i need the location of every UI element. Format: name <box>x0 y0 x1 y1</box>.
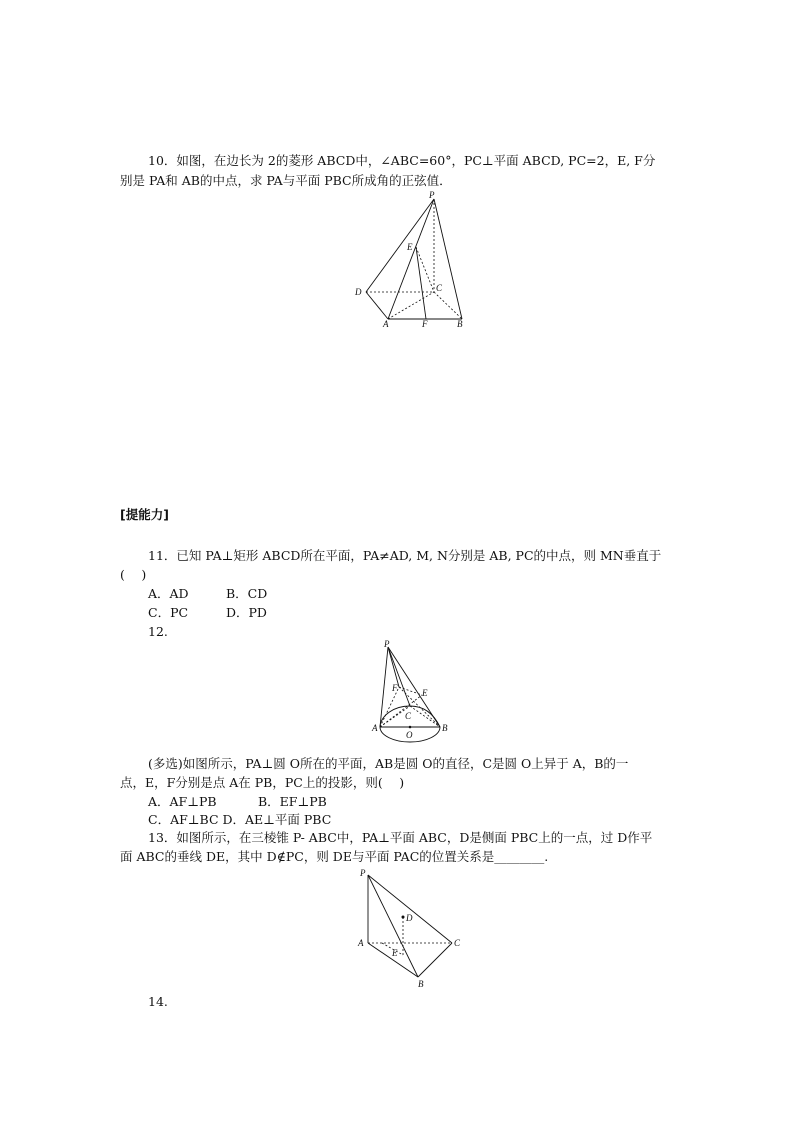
q12-option-b: B．EF⊥PB <box>258 794 327 809</box>
q10-label-D: D <box>355 287 362 297</box>
q11-text-line1: 11．已知 PA⊥矩形 ABCD所在平面，PA≠AD, M, N分别是 AB, PC的中点，则 MN垂直于 <box>148 548 662 563</box>
q12-text-line2: 点，E，F分别是点 A在 PB，PC上的投影，则( ) <box>120 775 405 790</box>
q13-figure-tetrahedron <box>352 866 472 992</box>
q12-figure-cone <box>368 640 458 746</box>
q10-text-line1: 10．如图，在边长为 2的菱形 ABCD中，∠ABC=60°，PC⊥平面 ABCD, PC=2，E, F分 <box>148 153 656 168</box>
q10-label-A: A <box>383 319 389 329</box>
q11-option-a: A．AD <box>148 586 189 601</box>
q10-label-P: P <box>429 190 435 200</box>
q12-label-C: C <box>405 711 412 721</box>
q13-label-C: C <box>454 938 461 948</box>
q12-option-cd: C．AF⊥BC D．AE⊥平面 PBC <box>148 812 332 827</box>
q10-label-C: C <box>436 283 443 293</box>
q13-text-line2: 面 ABC的垂线 DE，其中 D∉PC，则 DE与平面 PAC的位置关系是________. <box>120 849 549 864</box>
q13-label-E: E <box>392 948 398 958</box>
q12-text-line1: (多选)如图所示，PA⊥圆 O所在的平面，AB是圆 O的直径，C是圆 O上异于 A，B的一 <box>148 756 629 771</box>
q12-label-F: F <box>392 683 398 693</box>
q12-option-a: A．AF⊥PB <box>148 794 217 809</box>
q10-label-E: E <box>407 242 413 252</box>
q13-label-A: A <box>358 938 364 948</box>
q11-option-d: D．PD <box>226 605 267 620</box>
q12-number: 12. <box>148 624 168 639</box>
q12-label-O: O <box>406 730 413 740</box>
q13-text-line1: 13．如图所示，在三棱锥 P- ABC中，PA⊥平面 ABC，D是侧面 PBC上的一点，过 D作平 <box>148 830 653 845</box>
q13-label-P: P <box>360 868 366 878</box>
q11-option-c: C．PC <box>148 605 189 620</box>
q10-figure-pyramid <box>352 190 472 330</box>
section-heading: [提能力] <box>120 507 169 522</box>
q12-label-A: A <box>372 723 378 733</box>
q10-label-B: B <box>457 319 463 329</box>
q13-label-D: D <box>406 913 413 923</box>
q14-number: 14. <box>148 994 168 1009</box>
q11-text-line2: ( ) <box>120 567 147 582</box>
q10-text-line2: 别是 PA和 AB的中点，求 PA与平面 PBC所成角的正弦值． <box>120 173 452 188</box>
q11-option-b: B．CD <box>226 586 268 601</box>
q12-label-P: P <box>384 640 390 649</box>
q10-label-F: F <box>422 319 428 329</box>
q12-label-E: E <box>422 688 428 698</box>
q13-label-B: B <box>418 979 424 989</box>
q12-label-B: B <box>442 723 448 733</box>
